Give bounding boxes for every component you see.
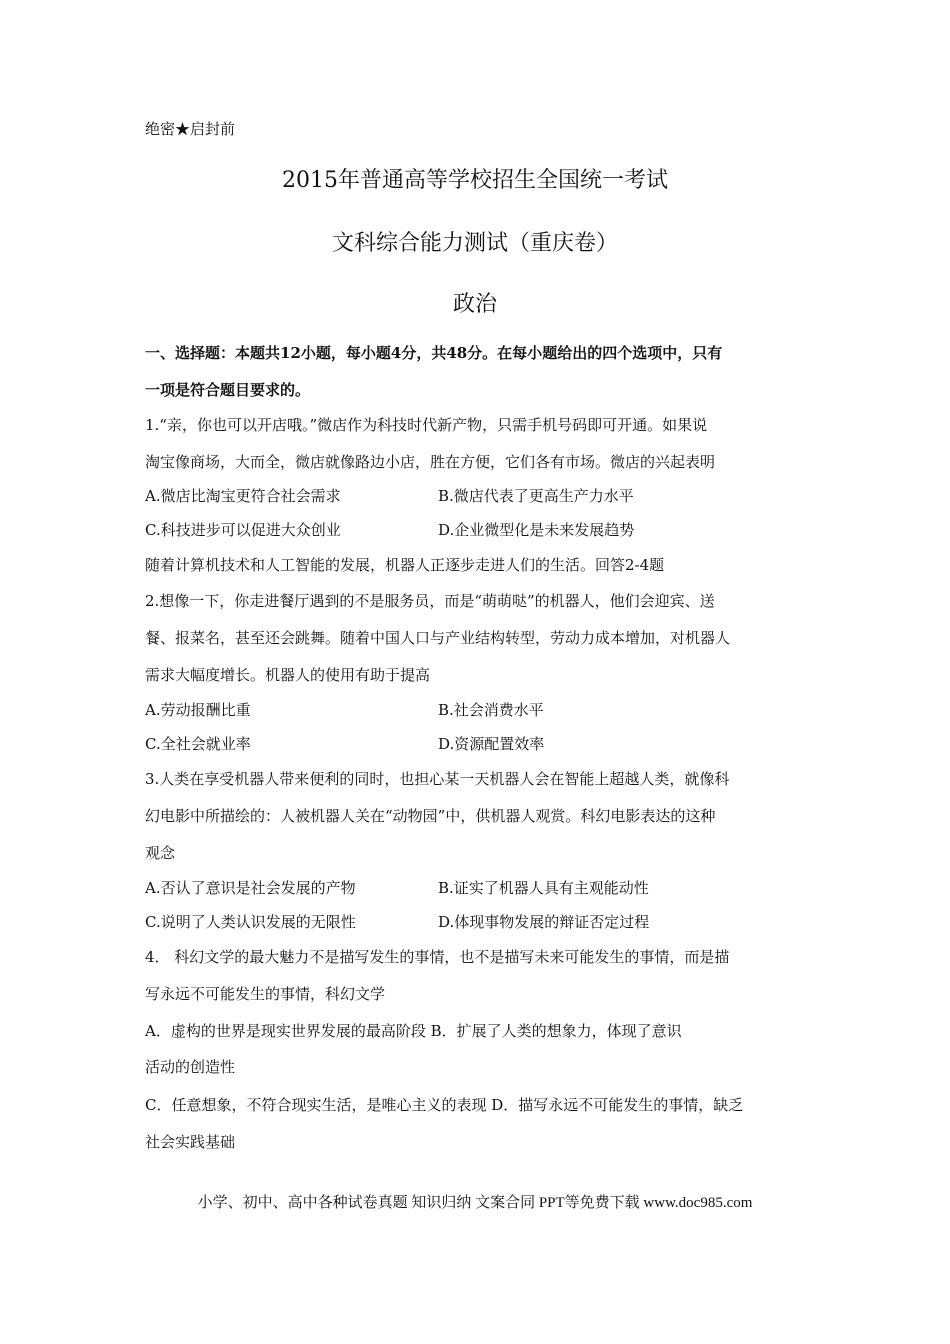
q2-option-d: D.资源配置效率 bbox=[438, 735, 545, 753]
section-instruction-line2: 一项是符合题目要求的。 bbox=[145, 381, 311, 399]
q4-option-ab-line1: A．虚构的世界是现实世界发展的最高阶段 B．扩展了人类的想象力，体现了意识 bbox=[145, 1022, 682, 1040]
subject-title: 政治 bbox=[452, 292, 497, 317]
q1-option-d: D.企业微型化是未来发展趋势 bbox=[438, 521, 635, 539]
footer-text: 小学、初中、高中各种试卷真题 知识归纳 文案合同 PPT等免费下载 www.doc985.com bbox=[197, 1195, 753, 1211]
q1-option-b: B.微店代表了更高生产力水平 bbox=[438, 487, 634, 505]
q3-option-b: B.证实了机器人具有主观能动性 bbox=[438, 879, 649, 897]
q1-stem-line1: 1.“亲，你也可以开店哦。”微店作为科技时代新产物，只需手机号码即可开通。如果说 bbox=[145, 416, 708, 434]
section-instruction-line1: 一、选择题：本题共12小题，每小题4分，共48分。在每小题给出的四个选项中，只有 bbox=[145, 344, 723, 362]
q4-option-ab-line2: 活动的创造性 bbox=[145, 1058, 236, 1076]
q3-option-a: A.否认了意识是社会发展的产物 bbox=[145, 879, 356, 897]
q1-option-c: C.科技进步可以促进大众创业 bbox=[145, 521, 341, 539]
q2-option-c: C.全社会就业率 bbox=[145, 735, 251, 753]
q4-stem-line1: 4． 科幻文学的最大魅力不是描写发生的事情，也不是描写未来可能发生的事情，而是描 bbox=[145, 948, 730, 966]
exam-subtitle: 文科综合能力测试（重庆卷） bbox=[331, 231, 618, 256]
q2-option-a: A.劳动报酬比重 bbox=[145, 701, 251, 719]
q2-option-b: B.社会消费水平 bbox=[438, 701, 544, 719]
q1-stem-line2: 淘宝像商场，大而全，微店就像路边小店，胜在方便，它们各有市场。微店的兴起表明 bbox=[145, 453, 716, 471]
group-intro: 随着计算机技术和人工智能的发展，机器人正逐步走进人们的生活。回答2-4题 bbox=[145, 556, 665, 574]
q3-option-c: C.说明了人类认识发展的无限性 bbox=[145, 913, 356, 931]
q1-option-a: A.微店比淘宝更符合社会需求 bbox=[145, 487, 341, 505]
q3-stem-line3: 观念 bbox=[145, 844, 176, 862]
exam-title: 2015年普通高等学校招生全国统一考试 bbox=[282, 168, 668, 193]
q4-stem-line2: 写永远不可能发生的事情，科幻文学 bbox=[145, 985, 386, 1003]
q3-stem-line1: 3.人类在享受机器人带来便利的同时，也担心某一天机器人会在智能上超越人类，就像科 bbox=[145, 770, 730, 788]
secret-mark: 绝密★启封前 bbox=[145, 120, 236, 138]
q4-option-cd-line1: C．任意想象，不符合现实生活，是唯心主义的表现 D．描写永远不可能发生的事情，缺乏 bbox=[145, 1096, 744, 1114]
q2-stem-line1: 2.想像一下，你走进餐厅遇到的不是服务员，而是“萌萌哒”的机器人，他们会迎宾、送 bbox=[145, 592, 715, 610]
q2-stem-line3: 需求大幅度增长。机器人的使用有助于提高 bbox=[145, 666, 431, 684]
q3-stem-line2: 幻电影中所描绘的：人被机器人关在“动物园”中，供机器人观赏。科幻电影表达的这种 bbox=[145, 807, 716, 825]
q3-option-d: D.体现事物发展的辩证否定过程 bbox=[438, 913, 650, 931]
q4-option-cd-line2: 社会实践基础 bbox=[145, 1133, 236, 1151]
q2-stem-line2: 餐、报菜名，甚至还会跳舞。随着中国人口与产业结构转型，劳动力成本增加，对机器人 bbox=[145, 629, 731, 647]
